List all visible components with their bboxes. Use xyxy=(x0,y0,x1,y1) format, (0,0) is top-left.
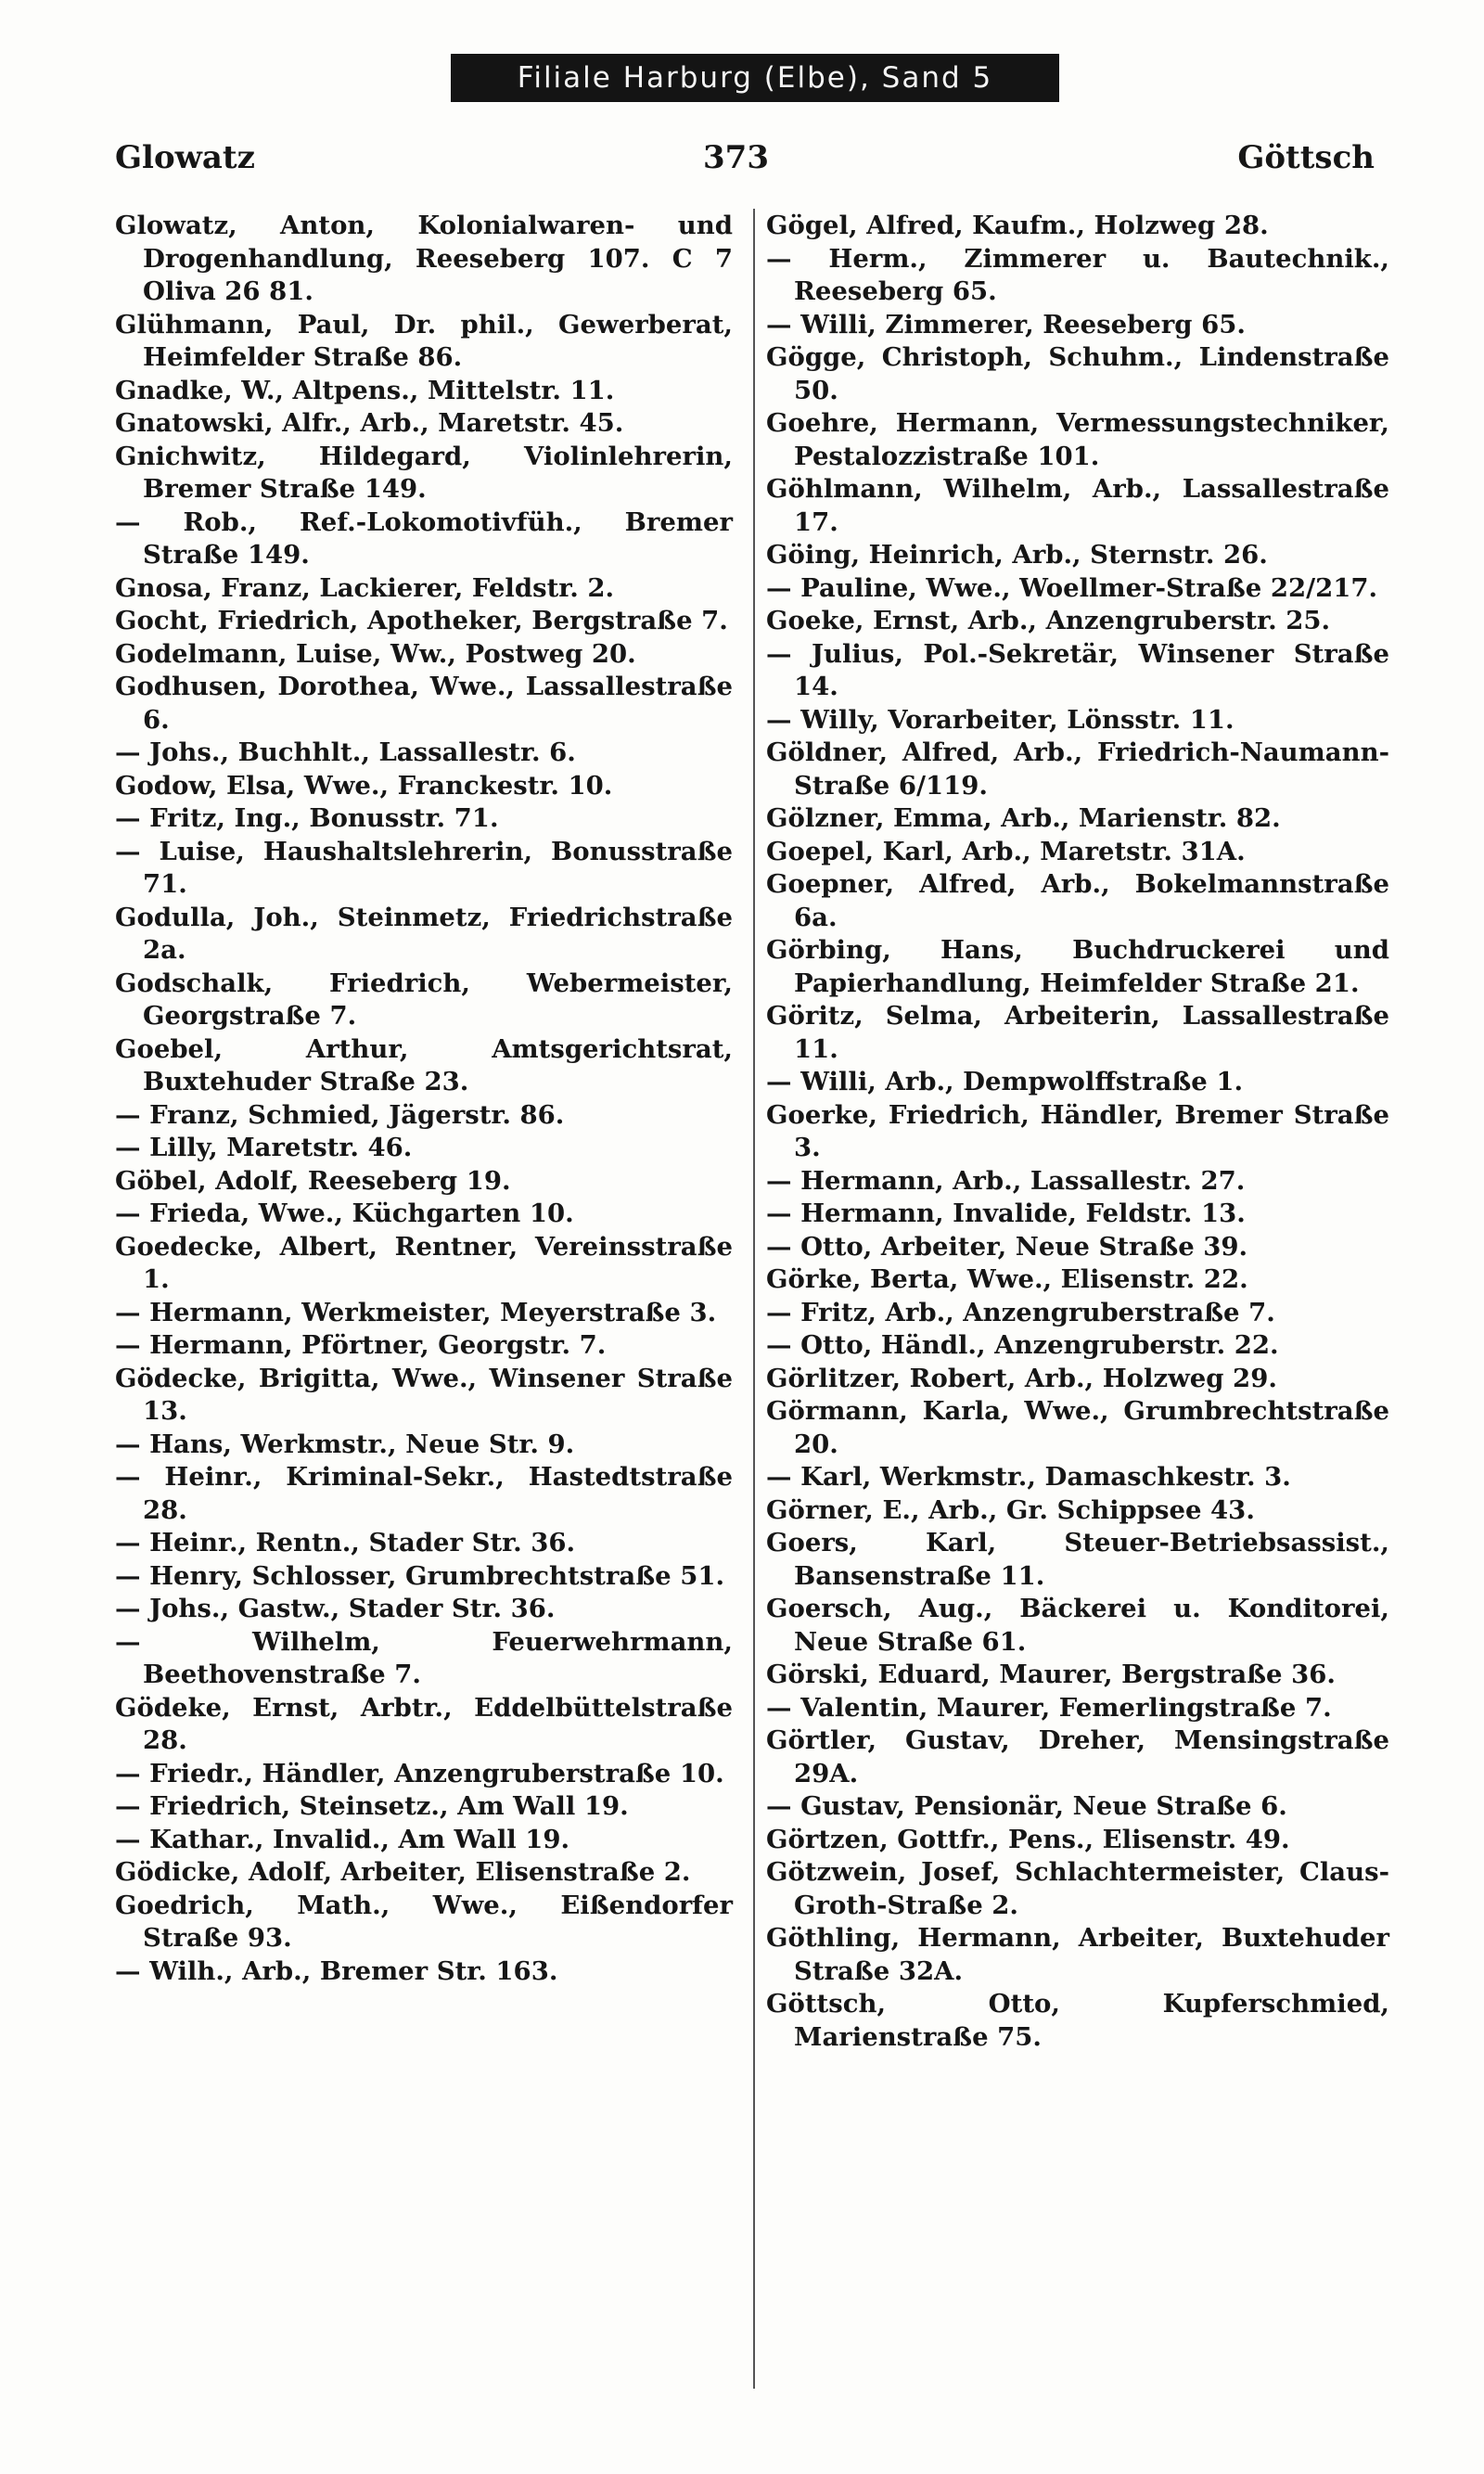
directory-entry: Godulla, Joh., Steinmetz, Friedrichstraße 2a. xyxy=(115,902,733,965)
directory-entry: — Heinr., Kriminal-Sekr., Hastedtstraße 28. xyxy=(115,1462,733,1525)
directory-entry: Gnatowski, Alfr., Arb., Maretstr. 45. xyxy=(115,408,624,438)
directory-entry: Göritz, Selma, Arbeiterin, Lassallestraße 11. xyxy=(766,1001,1389,1064)
directory-entry: Götzwein, Josef, Schlachtermeister, Claus-Groth-Straße 2. xyxy=(766,1857,1389,1920)
directory-entry: — Otto, Arbeiter, Neue Straße 39. xyxy=(766,1231,1248,1262)
directory-entry: — Friedrich, Steinsetz., Am Wall 19. xyxy=(115,1791,629,1821)
directory-entry: Godelmann, Luise, Ww., Postweg 20. xyxy=(115,638,636,669)
directory-entry: — Franz, Schmied, Jägerstr. 86. xyxy=(115,1099,565,1130)
directory-entry: — Johs., Buchhlt., Lassallestr. 6. xyxy=(115,737,576,767)
directory-entry: — Wilhelm, Feuerwehrmann, Beethovenstraße 7. xyxy=(115,1626,733,1689)
directory-entry: Görski, Eduard, Maurer, Bergstraße 36. xyxy=(766,1660,1336,1689)
directory-entry: Göing, Heinrich, Arb., Sternstr. 26. xyxy=(766,540,1268,570)
directory-entry: Gödicke, Adolf, Arbeiter, Elisenstraße 2. xyxy=(115,1857,691,1887)
directory-entry: Gocht, Friedrich, Apotheker, Bergstraße 7. xyxy=(115,606,728,635)
directory-entry: Goehre, Hermann, Vermessungstechniker, Pestalozzistraße 101. xyxy=(766,408,1389,471)
directory-entry: Gnadke, W., Altpens., Mittelstr. 11. xyxy=(115,375,615,405)
directory-entry: — Gustav, Pensionär, Neue Straße 6. xyxy=(766,1791,1287,1821)
directory-entry: — Henry, Schlosser, Grumbrechtstraße 51. xyxy=(115,1560,725,1591)
directory-entry: Glowatz, Anton, Kolonialwaren- und Drogenhandlung, Reeseberg 107. C 7 Oliva 26 81. xyxy=(115,211,733,306)
directory-entry: — Hermann, Invalide, Feldstr. 13. xyxy=(766,1199,1246,1228)
directory-entry: Görmann, Karla, Wwe., Grumbrechtstraße 20. xyxy=(766,1396,1389,1459)
directory-entry: — Julius, Pol.-Sekretär, Winsener Straße 14. xyxy=(766,638,1389,701)
directory-entry: — Rob., Ref.-Lokomotivfüh., Bremer Straße 149. xyxy=(115,506,733,570)
directory-entry: Goepel, Karl, Arb., Maretstr. 31A. xyxy=(766,836,1246,866)
directory-entry: Gögge, Christoph, Schuhm., Lindenstraße 50. xyxy=(766,342,1389,405)
directory-entry: Gödecke, Brigitta, Wwe., Winsener Straße 13. xyxy=(115,1363,733,1426)
directory-entry: — Hans, Werkmstr., Neue Str. 9. xyxy=(115,1429,575,1459)
directory-entry: Göttsch, Otto, Kupferschmied, Marienstraße 75. xyxy=(766,1989,1389,2052)
directory-entry: Görbing, Hans, Buchdruckerei und Papierhandlung, Heimfelder Straße 21. xyxy=(766,935,1389,998)
directory-entry: — Lilly, Maretstr. 46. xyxy=(115,1133,413,1162)
directory-entry: Gögel, Alfred, Kaufm., Holzweg 28. xyxy=(766,211,1269,240)
directory-entry: — Willi, Zimmerer, Reeseberg 65. xyxy=(766,309,1246,340)
running-head-last-name: Göttsch xyxy=(1237,139,1375,176)
directory-entry: Gnichwitz, Hildegard, Violinlehrerin, Bremer Straße 149. xyxy=(115,441,733,504)
directory-entry: — Heinr., Rentn., Stader Str. 36. xyxy=(115,1528,576,1557)
directory-entry: Goedrich, Math., Wwe., Eißendorfer Straße 93. xyxy=(115,1890,733,1953)
directory-entry: Goepner, Alfred, Arb., Bokelmannstraße 6a. xyxy=(766,869,1389,932)
directory-entry: — Willi, Arb., Dempwolffstraße 1. xyxy=(766,1067,1244,1096)
directory-entry: Göldner, Alfred, Arb., Friedrich-Naumann-Straße 6/119. xyxy=(766,737,1389,801)
directory-entry: Görner, E., Arb., Gr. Schippsee 43. xyxy=(766,1494,1255,1525)
page-number: 373 xyxy=(703,139,769,176)
right-column xyxy=(766,210,1389,2054)
directory-entry: Goeke, Ernst, Arb., Anzengruberstr. 25. xyxy=(766,606,1331,635)
directory-entry: Goersch, Aug., Bäckerei u. Konditorei, Neue Straße 61. xyxy=(766,1594,1389,1657)
directory-entry: Goebel, Arthur, Amtsgerichtsrat, Buxtehuder Straße 23. xyxy=(115,1033,733,1096)
running-head-first-name: Glowatz xyxy=(115,139,255,176)
directory-entry: — Hermann, Pförtner, Georgstr. 7. xyxy=(115,1330,607,1360)
directory-entry: Goerke, Friedrich, Händler, Bremer Straße 3. xyxy=(766,1099,1389,1162)
directory-entry: Görlitzer, Robert, Arb., Holzweg 29. xyxy=(766,1363,1277,1393)
directory-entry: Göhlmann, Wilhelm, Arb., Lassallestraße 17. xyxy=(766,474,1389,537)
directory-entry: — Valentin, Maurer, Femerlingstraße 7. xyxy=(766,1692,1332,1723)
directory-entry: — Pauline, Wwe., Woellmer-Straße 22/217. xyxy=(766,572,1378,603)
directory-entry: — Hermann, Arb., Lassallestr. 27. xyxy=(766,1165,1246,1196)
directory-entry: Godhusen, Dorothea, Wwe., Lassallestraße 6. xyxy=(115,672,733,735)
directory-entry: Gödeke, Ernst, Arbtr., Eddelbüttelstraße 28. xyxy=(115,1692,733,1755)
directory-entry: Görtler, Gustav, Dreher, Mensingstraße 29A. xyxy=(766,1725,1389,1788)
left-column xyxy=(115,210,733,1988)
directory-entry: — Kathar., Invalid., Am Wall 19. xyxy=(115,1824,570,1854)
directory-entry: Goedecke, Albert, Rentner, Vereinsstraße 1. xyxy=(115,1231,733,1294)
library-stamp: Filiale Harburg (Elbe), Sand 5 xyxy=(451,54,1059,102)
directory-entry: Goers, Karl, Steuer-Betriebsassist., Bansenstraße 11. xyxy=(766,1528,1389,1591)
directory-entry: — Karl, Werkmstr., Damaschkestr. 3. xyxy=(766,1462,1291,1492)
directory-entry: Godow, Elsa, Wwe., Franckestr. 10. xyxy=(115,770,613,801)
directory-entry: — Luise, Haushaltslehrerin, Bonusstraße 71. xyxy=(115,836,733,899)
directory-entry: — Friedr., Händler, Anzengruberstraße 10. xyxy=(115,1758,724,1788)
directory-entry: — Fritz, Arb., Anzengruberstraße 7. xyxy=(766,1297,1275,1327)
directory-entry: — Hermann, Werkmeister, Meyerstraße 3. xyxy=(115,1297,717,1327)
directory-entry: — Wilh., Arb., Bremer Str. 163. xyxy=(115,1955,558,1986)
directory-entry: — Willy, Vorarbeiter, Lönsstr. 11. xyxy=(766,704,1235,735)
directory-entry: Göthling, Hermann, Arbeiter, Buxtehuder Straße 32A. xyxy=(766,1923,1389,1986)
directory-entry: — Johs., Gastw., Stader Str. 36. xyxy=(115,1594,556,1623)
directory-entry: — Frieda, Wwe., Küchgarten 10. xyxy=(115,1199,574,1228)
directory-entry: — Fritz, Ing., Bonusstr. 71. xyxy=(115,803,499,833)
directory-entry: Glühmann, Paul, Dr. phil., Gewerberat, Heimfelder Straße 86. xyxy=(115,309,733,372)
directory-entry: — Otto, Händl., Anzengruberstr. 22. xyxy=(766,1330,1279,1360)
directory-entry: Gölzner, Emma, Arb., Marienstr. 82. xyxy=(766,803,1281,833)
column-divider xyxy=(753,209,755,2389)
directory-entry: Görtzen, Gottfr., Pens., Elisenstr. 49. xyxy=(766,1824,1290,1854)
directory-entry: Göbel, Adolf, Reeseberg 19. xyxy=(115,1165,511,1196)
directory-entry: — Herm., Zimmerer u. Bautechnik., Reeseberg 65. xyxy=(766,243,1389,306)
directory-entry: Godschalk, Friedrich, Webermeister, Georgstraße 7. xyxy=(115,968,733,1031)
directory-entry: Gnosa, Franz, Lackierer, Feldstr. 2. xyxy=(115,572,615,603)
directory-entry: Görke, Berta, Wwe., Elisenstr. 22. xyxy=(766,1264,1248,1294)
